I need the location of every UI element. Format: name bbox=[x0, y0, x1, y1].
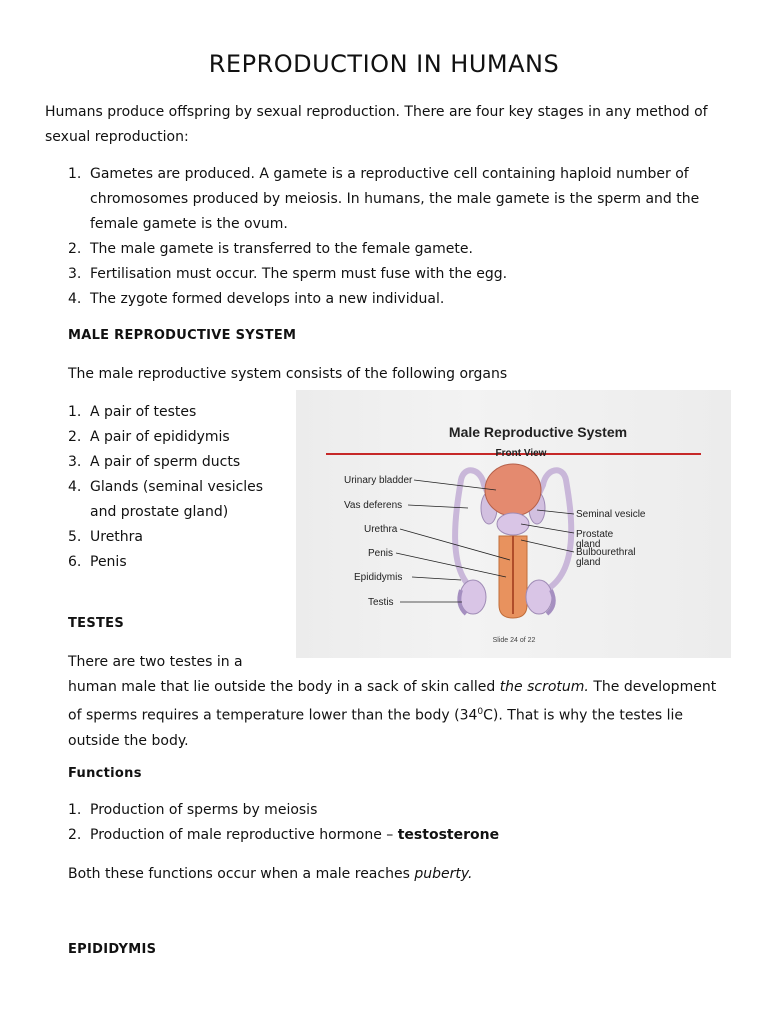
list-text: The zygote formed develops into a new individual. bbox=[90, 291, 445, 307]
list-text: Fertilisation must occur. The sperm must fuse with the egg. bbox=[90, 266, 508, 282]
list-item bbox=[68, 400, 278, 425]
list-item bbox=[68, 262, 708, 287]
testes-line-1: There are two testes in a bbox=[68, 654, 243, 670]
list-item bbox=[68, 425, 278, 450]
list-text: A pair of testes bbox=[90, 404, 197, 420]
list-text: Gametes are produced. A gamete is a reproductive cell containing haploid number of bbox=[90, 166, 689, 182]
testes-line-3: of sperms requires a temperature lower than the body (34 bbox=[68, 707, 478, 724]
organs-list bbox=[68, 400, 278, 575]
diagram-svg bbox=[296, 390, 731, 658]
testes-line-3-end: C). That is why the testes lie bbox=[483, 707, 683, 724]
list-item bbox=[68, 450, 278, 475]
testes-line-2-end: The development bbox=[588, 679, 717, 695]
list-text: Production of male reproductive hormone – bbox=[90, 827, 398, 843]
label-prostate: Prostate bbox=[576, 529, 614, 540]
list-text: female gamete is the ovum. bbox=[90, 216, 288, 232]
list-item bbox=[68, 475, 278, 525]
epididymis-heading: EPIDIDYMIS bbox=[68, 942, 157, 957]
list-text: Penis bbox=[90, 554, 127, 570]
stages-list bbox=[68, 162, 708, 312]
list-text: The male gamete is transferred to the female gamete. bbox=[90, 241, 473, 257]
diagram-title: Male Reproductive System bbox=[448, 424, 628, 440]
intro-line-2: sexual reproduction: bbox=[45, 129, 189, 145]
label-seminal-vesicle: Seminal vesicle bbox=[576, 509, 646, 520]
functions-list bbox=[68, 798, 628, 848]
list-item bbox=[68, 162, 708, 237]
label-bulbourethral: Bulbourethral bbox=[576, 547, 636, 558]
list-number: 3. bbox=[68, 454, 82, 470]
list-item bbox=[68, 798, 628, 823]
list-item bbox=[68, 823, 628, 848]
testes-heading: TESTES bbox=[68, 616, 125, 631]
list-item bbox=[68, 525, 278, 550]
list-item bbox=[68, 287, 708, 312]
list-item bbox=[68, 237, 708, 262]
list-text: Glands (seminal vesicles bbox=[90, 479, 264, 495]
functions-heading: Functions bbox=[68, 766, 142, 781]
list-text: Urethra bbox=[90, 529, 144, 545]
testis-right bbox=[526, 580, 552, 614]
label-urethra: Urethra bbox=[364, 524, 398, 535]
list-number: 5. bbox=[68, 529, 82, 545]
intro-paragraph bbox=[45, 100, 725, 150]
degree-superscript: 0 bbox=[477, 707, 484, 717]
list-number: 2. bbox=[68, 241, 82, 257]
label-testis: Testis bbox=[368, 597, 394, 608]
puberty-paragraph bbox=[68, 862, 472, 887]
label-prostate-gland: gland bbox=[576, 539, 601, 550]
list-number: 1. bbox=[68, 404, 82, 420]
testes-line-2: human male that lie outside the body in a sack of skin called bbox=[68, 679, 500, 695]
list-number: 2. bbox=[68, 429, 82, 445]
list-text: Production of sperms by meiosis bbox=[90, 802, 318, 818]
label-penis: Penis bbox=[368, 548, 394, 559]
label-bulbourethral-gland: gland bbox=[576, 557, 601, 568]
list-number: 2. bbox=[68, 827, 82, 843]
testosterone-term: testosterone bbox=[397, 827, 500, 843]
list-number: 6. bbox=[68, 554, 82, 570]
list-number: 3. bbox=[68, 266, 82, 282]
scrotum-term: the scrotum. bbox=[499, 679, 589, 695]
testes-paragraph bbox=[68, 650, 718, 754]
list-item bbox=[68, 550, 278, 575]
intro-line-1: Humans produce offspring by sexual reproduction. There are four key stages in any method of bbox=[45, 104, 708, 120]
list-text: A pair of epididymis bbox=[90, 429, 230, 445]
male-system-intro: The male reproductive system consists of the following organs bbox=[68, 366, 508, 382]
list-text: and prostate gland) bbox=[90, 504, 229, 520]
list-number: 4. bbox=[68, 291, 82, 307]
label-epididymis: Epididymis bbox=[354, 572, 403, 583]
diagram-subtitle: Front View bbox=[495, 448, 547, 459]
page-title: REPRODUCTION IN HUMANS bbox=[208, 50, 560, 78]
testes-line-4: outside the body. bbox=[68, 732, 189, 749]
puberty-term: puberty. bbox=[414, 866, 473, 882]
male-reproductive-diagram bbox=[296, 390, 731, 658]
puberty-text: Both these functions occur when a male reaches bbox=[68, 866, 415, 882]
prostate-gland bbox=[497, 513, 529, 535]
label-urinary-bladder: Urinary bladder bbox=[344, 475, 413, 486]
label-vas-deferens: Vas deferens bbox=[344, 500, 403, 511]
list-number: 4. bbox=[68, 479, 82, 495]
list-text: A pair of sperm ducts bbox=[90, 454, 241, 470]
list-text: chromosomes produced by meiosis. In humans, the male gamete is the sperm and the bbox=[90, 191, 700, 207]
list-number: 1. bbox=[68, 802, 82, 818]
male-system-heading: MALE REPRODUCTIVE SYSTEM bbox=[68, 328, 297, 343]
list-number: 1. bbox=[68, 166, 82, 182]
diagram-footer: Slide 24 of 22 bbox=[492, 637, 536, 644]
